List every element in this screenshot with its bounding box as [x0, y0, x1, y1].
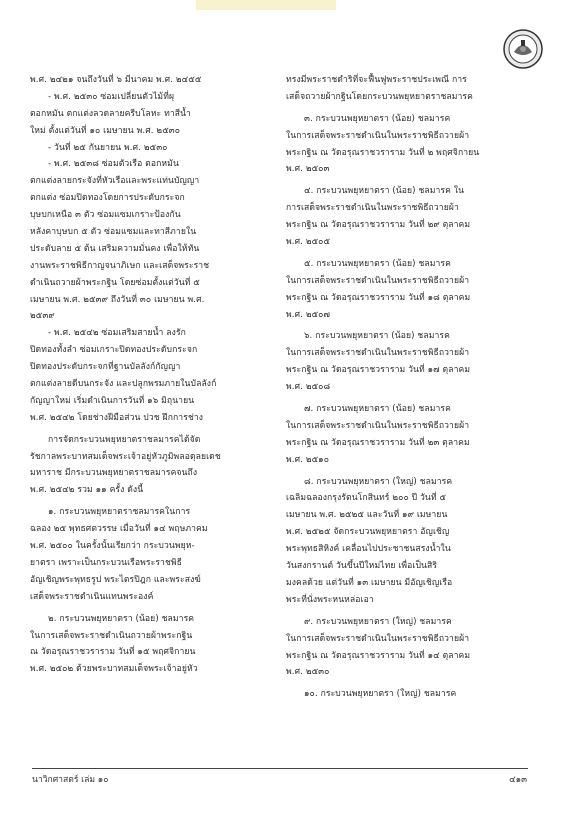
text-line: ทรงมีพระราชดำริที่จะฟื้นฟูพระราชประเพณี การ — [286, 75, 467, 85]
text-line: ประดับลาย ๕ ต้น เสริมความมั่นคง เพื่อให้ทัน — [30, 243, 200, 254]
left-column — [30, 72, 264, 678]
text-line: ๑๐. กระบวนพยุหยาตรา (ใหญ่) ชลมารค — [304, 689, 457, 700]
text-line: - พ.ศ. ๒๕๓๘ ซ่อมตัวเรือ ตอกหมัน — [48, 159, 179, 170]
text-line: ในการเสด็จพระราชดำเนินในพระราชพิธีถวายผ้า — [286, 420, 470, 431]
text-line: พระกฐิน ณ วัดอรุณราชวราราม วันที่ ๒๙ ตุลาคม — [286, 220, 471, 231]
right-column — [286, 72, 526, 703]
text-line: พ.ศ. ๒๕๓๐ — [286, 667, 330, 678]
text-line: ๑. กระบวนพยุหยาตราชลมารคในการ — [48, 507, 191, 518]
text-line: เฉลิมฉลองกรุงรัตนโกสินทร์ ๒๐๐ ปี วันที่ ๕ — [286, 493, 447, 504]
footer-rule — [32, 768, 528, 769]
text-line: พระพุทธสิหิงค์ เคลื่อนไปประชาชนสรงน้ำใน — [286, 544, 451, 555]
footer-page-number: ๔๑๓ — [509, 775, 527, 785]
text-line: พ.ศ. ๒๕๔๒ โดยช่างฝีมือส่วน ปวช ฝึกการช่าง — [30, 412, 204, 423]
text-line: ตอกหมัน ตกแต่งลวดลายครีบโลหะ ทาสีน้ำ — [30, 108, 191, 119]
text-line: พระกฐิน ณ วัดอรุณราชวราราม วันที่ ๒๓ ตุลาคม — [286, 437, 470, 448]
text-line: วันสงกรานต์ วันขึ้นปีใหม่ไทย เพื่อเป็นสิริ — [286, 561, 438, 572]
text-line: ๒. กระบวนพยุหยาตรา (น้อย) ชลมารค — [48, 613, 195, 624]
text-line: พระที่นั่งพระหนหล่อเอา — [286, 594, 374, 605]
text-line: เสด็จถวายผ้ากฐินโดยกระบวนพยุหยาตราชลมารค — [286, 91, 473, 102]
header-band — [196, 0, 336, 10]
text-line: หลังคาบุษบก ๕ ตัว ซ่อมแซมและทาสีภายใน — [30, 227, 197, 238]
text-line: พระกฐิน ณ วัดอรุณราชวราราม วันที่ ๑๗ ตุลาคม — [286, 365, 471, 376]
text-line: ในการเสด็จพระราชดำเนินถวายผ้าพระกฐิน — [30, 630, 193, 641]
text-line: บุษบกเหนือ ๓ ตัว ซ่อมแซมเกราะป้องกัน — [30, 210, 181, 221]
text-line: ๔. กระบวนพยุหยาตรา (น้อย) ชลมารค ใน — [304, 186, 465, 197]
text-line: ตกแต่ง ซ่อมปิดทองโดยการประดับกระจก — [30, 193, 185, 204]
text-line: ๖. กระบวนพยุหยาตรา (น้อย) ชลมารค — [304, 331, 450, 342]
text-line: ใหม่ ตั้งแต่วันที่ ๑๐ เมษายน พ.ศ. ๒๕๓๐ — [30, 125, 181, 136]
text-line: พ.ศ. ๒๕๐๕ — [286, 237, 331, 248]
text-line: พ.ศ. ๒๕๐๐ ในครั้งนั้นเรียกว่า กระบวนพยุห- — [30, 541, 195, 552]
text-line: ปิดทองประดับกระจกที่ฐานบัลลังก์กัญญา — [30, 362, 181, 373]
text-line: ๗. กระบวนพยุหยาตรา (น้อย) ชลมารค — [304, 404, 451, 415]
text-line: พระกฐิน ณ วัดอรุณราชวราราม วันที่ ๒ พฤศจิกายน — [286, 147, 480, 158]
text-line: ๒๕๓๙ — [30, 311, 55, 322]
text-line: - วันที่ ๒๕ กันยายน พ.ศ. ๒๕๓๐ — [48, 142, 168, 153]
text-line: ณ วัดอรุณราชวราราม วันที่ ๑๕ พฤศจิกายน — [30, 647, 196, 658]
emblem-seal-icon — [502, 28, 544, 70]
text-line: ตกแต่งลายกระจังที่หัวเรือและพระแท่นบัญญา — [30, 176, 200, 187]
text-line: พ.ศ. ๒๕๐๓ — [286, 164, 330, 175]
text-line: เมษายน พ.ศ. ๒๕๓๙ ถึงวันที่ ๓๐ เมษายน พ.ศ. — [30, 294, 205, 305]
text-line: การเสด็จพระราชดำเนินในพระราชพิธีถวายผ้า — [286, 203, 459, 214]
text-line: งานพระราชพิธีกาญจนาภิเษก และเสด็จพระราช — [30, 260, 210, 271]
text-line: ยาตรา เพราะเป็นกระบวนเรือพระราชพิธี — [30, 557, 183, 568]
text-line: - พ.ศ. ๒๕๓๐ ซ่อมเปลี่ยนตัวไม้ที่ผุ — [48, 91, 175, 102]
text-line: ๕. กระบวนพยุหยาตรา (น้อย) ชลมารค — [304, 258, 451, 269]
text-line: พ.ศ. ๒๕๐๗ — [286, 309, 331, 320]
text-line: ในการเสด็จพระราชดำเนินในพระราชพิธีถวายผ้า — [286, 275, 470, 286]
text-line: พระกฐิน ณ วัดอรุณราชวราราม วันที่ ๑๔ ตุลาคม — [286, 650, 471, 661]
text-line: พ.ศ. ๒๕๐๒ ด้วยพระบาทสมเด็จพระเจ้าอยู่หัว — [30, 664, 198, 675]
text-line: ตกแต่งลายดีบนกระจัง และปลูกพรมภายในบัลลังก์ — [30, 379, 217, 390]
text-line: พ.ศ. ๒๔๒๑ จนถึงวันที่ ๖ มีนาคม พ.ศ. ๒๔๕๕ — [30, 75, 202, 85]
text-line: รัชกาลพระบาทสมเด็จพระเจ้าอยู่หัวภูมิพลอดุลยเดช — [30, 451, 221, 462]
text-line: พ.ศ. ๒๕๔๒ รวม ๑๑ ครั้ง ดังนี้ — [30, 485, 144, 496]
text-line: ในการเสด็จพระราชดำเนินในพระราชพิธีถวายผ้า — [286, 633, 470, 644]
text-line: กัญญาใหม่ เริ่มดำเนินการวันที่ ๑๖ มิถุนายน — [30, 395, 195, 406]
text-line: - พ.ศ. ๒๕๔๒ ซ่อมเสริมสายน้ำ ลงรัก — [48, 328, 186, 339]
text-line: ดำเนินถวายผ้าพระกฐิน โดยซ่อมตั้งแต่วันที่ ๕ — [30, 277, 200, 288]
text-line: พระกฐิน ณ วัดอรุณราชวราราม วันที่ ๑๘ ตุลาคม — [286, 292, 471, 303]
text-line: พ.ศ. ๒๕๒๕ จัดกระบวนพยุหยาตรา อัญเชิญ — [286, 527, 450, 538]
text-line: ๘. กระบวนพยุหยาตรา (ใหญ่) ชลมารค — [304, 476, 453, 487]
text-line: ในการเสด็จพระราชดำเนินในพระราชพิธีถวายผ้า — [286, 130, 470, 141]
text-line: เสด็จพระราชดำเนินแทนพระองค์ — [30, 591, 154, 602]
text-line: ในการเสด็จพระราชดำเนินในพระราชพิธีถวายผ้า — [286, 348, 470, 359]
text-line: ๙. กระบวนพยุหยาตรา (ใหญ่) ชลมารค — [304, 616, 452, 627]
text-line: พ.ศ. ๒๕๑๐ — [286, 454, 330, 465]
text-line: มหาราช มีกระบวนพยุหยาตราชลมารคจนถึง — [30, 468, 198, 479]
text-line: ปิดทองทั้งลำ ซ่อมเกราะปิดทองประดับกระจก — [30, 345, 198, 356]
text-line: พ.ศ. ๒๕๐๘ — [286, 382, 331, 393]
footer-journal-name: นาวิกศาสตร์ เล่ม ๑๐ — [32, 775, 109, 785]
text-line: อัญเชิญพระพุทธรูป พระไตรปิฎก และพระสงฆ์ — [30, 574, 201, 585]
text-line: ฉลอง ๒๕ พุทธศตวรรษ เมื่อวันที่ ๑๔ พฤษภาคม — [30, 524, 208, 535]
text-line: มงคลด้วย แต่วันที่ ๑๓ เมษายน มีอัญเชิญเรือ — [286, 577, 453, 588]
text-line: ๓. กระบวนพยุหยาตรา (น้อย) ชลมารค — [304, 113, 451, 124]
text-line: การจัดกระบวนพยุหยาตราชลมารคได้จัด — [48, 434, 201, 445]
text-line: เมษายน พ.ศ. ๒๕๒๕ และวันที่ ๑๙ เมษายน — [286, 510, 448, 521]
